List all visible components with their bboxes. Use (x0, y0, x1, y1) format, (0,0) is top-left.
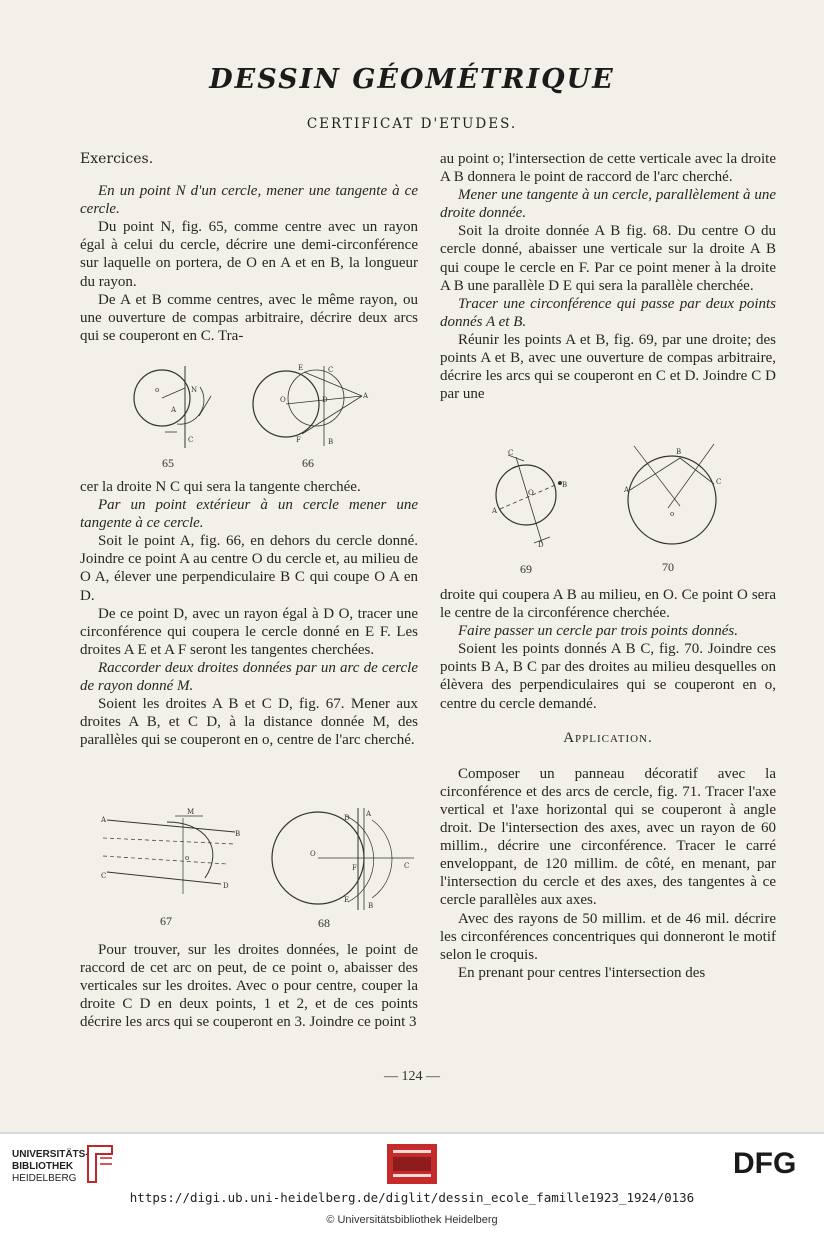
svg-text:o: o (670, 510, 675, 518)
exercise-3-end: au point o; l'intersection de cette verticale avec la droite A B donnera le point de raccord de l'arc cherché. (440, 151, 776, 186)
figure-66 (250, 358, 370, 454)
svg-text:D: D (322, 396, 328, 404)
permalink-url[interactable]: https://digi.ub.uni-heidelberg.de/diglit/dessin_ecole_famille1923_1924/0136 (129, 1190, 695, 1205)
right-column-top (440, 150, 776, 403)
svg-text:F: F (296, 436, 301, 444)
svg-text:B: B (235, 830, 241, 838)
svg-text:D: D (223, 882, 229, 890)
svg-text:N: N (191, 386, 198, 394)
exercise-4-title-text: Mener une tangente à un cercle, parallèlement à une droite donnée. (440, 187, 776, 222)
figure-68-number: 68 (318, 916, 330, 930)
exercise-4-body: Soit la droite donnée A B fig. 68. Du centre O du cercle donné, abaisser une verticale sur la droite A B qui coupe le cercle en F. Par ce point mener à la droite A B une parallèle D E qui sera la parallèle cherchée. (440, 223, 776, 294)
figure-65-number: 65 (162, 456, 174, 470)
library-name-line-3: HEIDELBERG (12, 1173, 77, 1184)
svg-text:o: o (185, 854, 190, 862)
library-name-line-1: UNIVERSITÄTS- (12, 1149, 89, 1160)
dfg-logo-text: DFG (733, 1147, 797, 1178)
svg-text:A: A (492, 507, 498, 515)
svg-text:o: o (155, 386, 160, 394)
application-body-b: Avec des rayons de 50 millim. et de 46 mil. décrire les circonférences concentriques qui donneront le motif selon le croquis. (440, 910, 776, 963)
dfg-logo[interactable] (733, 1146, 813, 1178)
svg-text:A: A (366, 810, 372, 818)
exercise-2-title-text: Par un point extérieur à un cercle mener une tangente à ce cercle. (80, 497, 418, 532)
exercise-5-title-text: Tracer une circonférence qui passe par deux points donnés A et B. (440, 295, 776, 330)
svg-text:B: B (562, 481, 568, 489)
exercise-4-title (440, 186, 776, 222)
exercise-6-title-text: Faire passer un cercle par trois points donnés. (458, 623, 738, 640)
svg-text:E: E (298, 364, 304, 372)
figure-65 (125, 362, 225, 452)
svg-text:B: B (676, 448, 682, 456)
svg-text:D: D (344, 814, 350, 822)
exercise-2-title (80, 496, 418, 532)
svg-text:C: C (716, 478, 722, 486)
svg-text:C: C (101, 872, 107, 880)
exercise-2-body-a: Soit le point A, fig. 66, en dehors du cercle donné. Joindre ce point A au centre O du cercle et, au milieu de O A, élever une perpendiculaire B C qui coupe O A en D. (80, 533, 418, 604)
svg-text:C: C (188, 436, 194, 444)
figure-69-number: 69 (520, 562, 532, 576)
exercise-1-body-b: De A et B comme centres, avec le même rayon, ou une ouverture de compas arbitraire, décrire deux arcs qui se couperont en C. Tra- (80, 291, 418, 344)
exercise-3-title (80, 659, 418, 695)
figure-67-number: 67 (160, 914, 172, 928)
svg-text:A: A (101, 816, 107, 824)
exercise-5-body-a: Réunir les points A et B, fig. 69, par une droite; des points A et B, avec une ouverture de compas arbitraire, décrire les arcs qui se couperont en C et D. Joindre C D par une (440, 331, 776, 403)
exercises-heading: Exercices. (80, 151, 154, 167)
page-subtitle: CERTIFICAT D'ETUDES. (306, 116, 518, 132)
svg-text:C: C (508, 449, 514, 457)
right-column-bottom (440, 586, 776, 982)
svg-text:A: A (363, 392, 369, 400)
svg-text:A: A (624, 486, 630, 494)
exercise-1-title (80, 182, 418, 218)
exercise-3-continuation: Pour trouver, sur les droites données, le point de raccord de cet arc on peut, de ce point o, abaisser des verticales sur les droites. Avec o pour centre, couper la droite C D en deux points, 1 et 2, et de ces points décrire les arcs qui se couperont en 3. Joindre ce point 3 (80, 942, 418, 1031)
page-title: DESSIN GÉOMÉTRIQUE (209, 64, 615, 95)
copyright-notice: © Universitätsbibliothek Heidelberg (326, 1214, 498, 1226)
exercise-2-body-b: De ce point D, avec un rayon égal à D O, tracer une circonférence qui coupera le cercle donné en E F. Les droites A E et A F seront les tangentes cherchées. (80, 605, 418, 658)
svg-text:O: O (528, 489, 534, 497)
svg-text:B: B (368, 902, 374, 910)
application-heading: Application. (563, 729, 653, 746)
figure-70-number: 70 (662, 560, 674, 574)
svg-text:E: E (344, 896, 350, 904)
exercise-3-title-text: Raccorder deux droites données par un arc de cercle de rayon donné M. (80, 659, 418, 695)
svg-text:C: C (328, 366, 334, 374)
exercise-6-body: Soient les points donnés A B C, fig. 70. Joindre ces points B A, B C par des droites au milieu desquelles on élèvera des perpendiculaires qui se couperont en o, centre du cercle demandé. (440, 641, 776, 712)
application-body-a: Composer un panneau décoratif avec la circonférence et des arcs de cercle, fig. 71. Tracer l'axe vertical et l'axe horizontal qui se couperont à angle droit. De l'intersection des axes, avec un rayon de 60 millim., décrire une circonférence. Tracer le carré enveloppant, de 120 millim. de côté, en menant, par l'intersection du cercle et des axes, des tangentes à ce cercle parallèles aux axes. (440, 765, 776, 909)
left-column-top (80, 150, 418, 345)
svg-text:M: M (187, 808, 195, 816)
partner-logo-icon[interactable] (383, 1142, 441, 1186)
exercise-1-title-text: En un point N d'un cercle, mener une tangente à ce cercle. (80, 183, 418, 218)
figure-70 (620, 440, 730, 552)
left-column-bottom (80, 941, 418, 1031)
svg-text:O: O (280, 396, 286, 404)
figure-68 (268, 806, 418, 914)
page-number: — 124 — (384, 1069, 440, 1084)
figure-66-number: 66 (302, 456, 314, 470)
svg-text:D: D (538, 541, 544, 549)
exercise-3-body: Soient les droites A B et C D, fig. 67. Mener aux droites A B, et C D, à la distance donnée M, des parallèles qui se couperont en o, centre de l'arc cherché. (80, 696, 418, 749)
exercise-5-body-b: droite qui coupera A B au milieu, en O. Ce point O sera le centre de la circonférence cherchée. (440, 587, 776, 622)
svg-text:O: O (310, 850, 316, 858)
figure-67 (95, 808, 265, 908)
university-library-logo[interactable] (12, 1149, 89, 1185)
svg-text:F: F (352, 864, 357, 872)
svg-text:C: C (404, 862, 410, 870)
library-name-line-2: BIBLIOTHEK (12, 1161, 74, 1172)
footer-divider (0, 1132, 824, 1134)
exercise-5-title (440, 295, 776, 331)
left-column-middle (80, 478, 418, 749)
application-body-c: En prenant pour centres l'intersection des (458, 964, 706, 981)
exercise-6-title (440, 622, 776, 640)
svg-text:B: B (328, 438, 334, 446)
library-emblem-icon (84, 1142, 116, 1190)
exercise-1-end: cer la droite N C qui sera la tangente cherchée. (80, 479, 361, 495)
svg-text:A: A (171, 406, 177, 414)
figure-69 (488, 447, 578, 552)
exercise-1-body-a: Du point N, fig. 65, comme centre avec un rayon égal à celui du cercle, décrire une demi-circonférence sur laquelle on portera, de O en A et en B, la longueur du rayon. (80, 219, 418, 290)
